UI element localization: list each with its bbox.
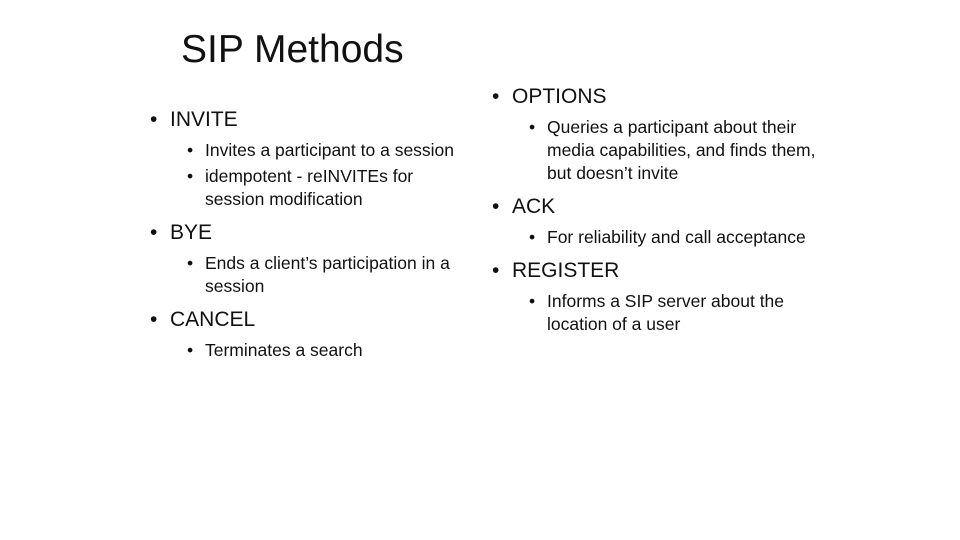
method-register [492, 258, 822, 284]
method-description [529, 116, 827, 185]
method-description [529, 226, 827, 249]
description-text: idempotent - reINVITEs for session modification [205, 166, 414, 209]
method-bye [150, 220, 470, 246]
bullet-icon: • [150, 221, 158, 244]
method-invite [150, 107, 470, 133]
description-text: Ends a client’s participation in a session [205, 253, 450, 296]
description-text: For reliability and call acceptance [547, 227, 806, 247]
method-label: REGISTER [512, 259, 620, 282]
method-description [187, 339, 467, 362]
bullet-icon: • [529, 117, 536, 137]
method-cancel [150, 307, 470, 333]
bullet-icon: • [492, 259, 500, 282]
bullet-icon: • [187, 253, 194, 273]
description-text: Queries a participant about their media capabilities, and finds them, but doesn’t invite [547, 117, 816, 183]
method-label: CANCEL [170, 308, 256, 331]
method-description [187, 165, 467, 211]
method-description [529, 290, 827, 336]
bullet-icon: • [529, 291, 536, 311]
left-column [150, 107, 470, 362]
bullet-icon: • [187, 166, 194, 186]
method-label: OPTIONS [512, 85, 607, 108]
bullet-icon: • [187, 340, 194, 360]
bullet-icon: • [187, 140, 194, 160]
bullet-icon: • [492, 85, 500, 108]
bullet-icon: • [150, 308, 158, 331]
method-ack [492, 194, 822, 220]
method-description [187, 252, 467, 298]
description-text: Terminates a search [205, 340, 363, 360]
slide-title: SIP Methods [181, 28, 404, 71]
bullet-icon: • [529, 227, 536, 247]
method-description [187, 139, 467, 162]
method-label: ACK [512, 195, 556, 218]
description-text: Informs a SIP server about the location of a user [547, 291, 785, 334]
method-label: BYE [170, 221, 213, 244]
bullet-icon: • [492, 195, 500, 218]
right-column [492, 84, 822, 336]
method-label: INVITE [170, 108, 238, 131]
bullet-icon: • [150, 108, 158, 131]
method-options [492, 84, 822, 110]
description-text: Invites a participant to a session [205, 140, 455, 160]
